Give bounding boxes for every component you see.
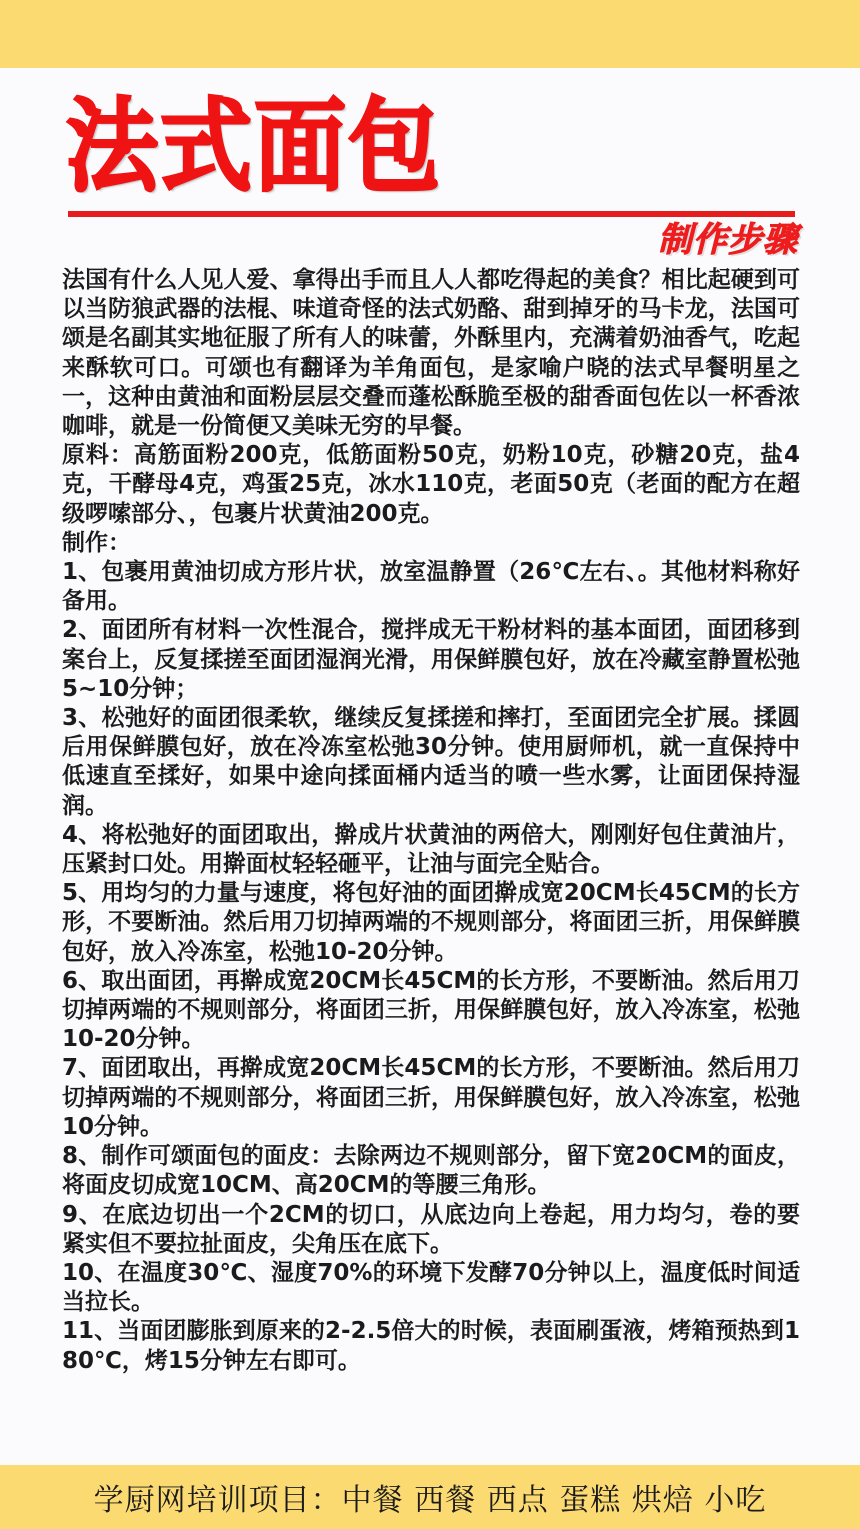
bottom-yellow-band <box>0 1465 860 1529</box>
recipe-paragraph: 法国有什么人见人爱、拿得出手而且人人都吃得起的美食？相比起硬到可以当防狼武器的法棍、味道奇怪的法式奶酪、甜到掉牙的马卡龙，法国可颂是名副其实地征服了所有人的味蕾，外酥里内，充满着奶油香气，吃起来酥软可口。可颂也有翻译为羊角面包，是家喻户晓的法式早餐明星之一，这种由黄油和面粉层层交叠而蓬松酥脆至极的甜香面包佐以一杯香浓咖啡，就是一份简便又美味无穷的早餐。 <box>62 267 800 440</box>
recipe-step-8: 8、制作可颂面包的面皮：去除两边不规则部分，留下宽20CM的面皮，将面皮切成宽10CM、高20CM的等腰三角形。 <box>62 1143 800 1199</box>
page-subtitle: 制作步骤 <box>658 220 798 260</box>
recipe-step-9: 9、在底边切出一个2CM的切口，从底边向上卷起，用力均匀，卷的要紧实但不要拉扯面皮，尖角压在底下。 <box>62 1201 800 1257</box>
recipe-step-6: 6、取出面团，再擀成宽20CM长45CM的长方形，不要断油。然后用刀切掉两端的不规则部分，将面团三折，用保鲜膜包好，放入冷冻室，松弛10-20分钟。 <box>62 967 800 1053</box>
recipe-steps-heading: 制作： <box>62 529 131 556</box>
recipe-step-3: 3、松弛好的面团很柔软，继续反复揉搓和摔打，至面团完全扩展。揉圆后用保鲜膜包好，放在冷冻室松弛30分钟。使用厨师机，就一直保持中低速直至揉好，如果中途向揉面桶内适当的喷一些水雾，让面团保持湿润。 <box>62 705 800 819</box>
recipe-step-1: 1、包裹用黄油切成方形片状，放室温静置（26℃左右、。其他材料称好备用。 <box>62 559 800 615</box>
recipe-step-11: 11、当面团膨胀到原来的2-2.5倍大的时候，表面刷蛋液，烤箱预热到180℃，烤15分钟左右即可。 <box>62 1318 800 1374</box>
recipe-step-7: 7、面团取出，再擀成宽20CM长45CM的长方形，不要断油。然后用刀切掉两端的不规则部分，将面团三折，用保鲜膜包好，放入冷冻室，松弛10分钟。 <box>62 1055 800 1140</box>
recipe-step-2: 2、面团所有材料一次性混合，搅拌成无干粉材料的基本面团，面团移到案台上，反复揉搓至面团湿润光滑，用保鲜膜包好，放在冷藏室静置松弛5~10分钟； <box>62 617 800 702</box>
page-title: 法式面包 <box>66 87 443 206</box>
title-divider-rule <box>68 211 795 217</box>
recipe-ingredients-paragraph: 原料：高筋面粉200克，低筋面粉50克，奶粉10克，砂糖20克，盐4克，干酵母4克，鸡蛋25克，冰水110克，老面50克（老面的配方在超级啰嗦部分、，包裹片状黄油200克。 <box>62 442 800 527</box>
recipe-step-4: 4、将松弛好的面团取出，擀成片状黄油的两倍大，刚刚好包住黄油片，压紧封口处。用擀面杖轻轻砸平，让油与面完全贴合。 <box>62 821 800 878</box>
poster-header <box>0 68 860 262</box>
recipe-step-10: 10、在温度30℃、湿度70%的环境下发酵70分钟以上，温度低时间适当拉长。 <box>62 1259 800 1316</box>
top-yellow-band <box>0 0 860 68</box>
footer-promo-text: 学厨网培训项目：中餐 西餐 西点 蛋糕 烘焙 小吃 <box>93 1483 767 1518</box>
recipe-step-5: 5、用均匀的力量与速度，将包好油的面团擀成宽20CM长45CM的长方形，不要断油。然后用刀切掉两端的不规则部分，将面团三折，用保鲜膜包好，放入冷冻室，松弛10-20分钟。 <box>62 880 800 965</box>
recipe-body <box>62 266 800 1376</box>
